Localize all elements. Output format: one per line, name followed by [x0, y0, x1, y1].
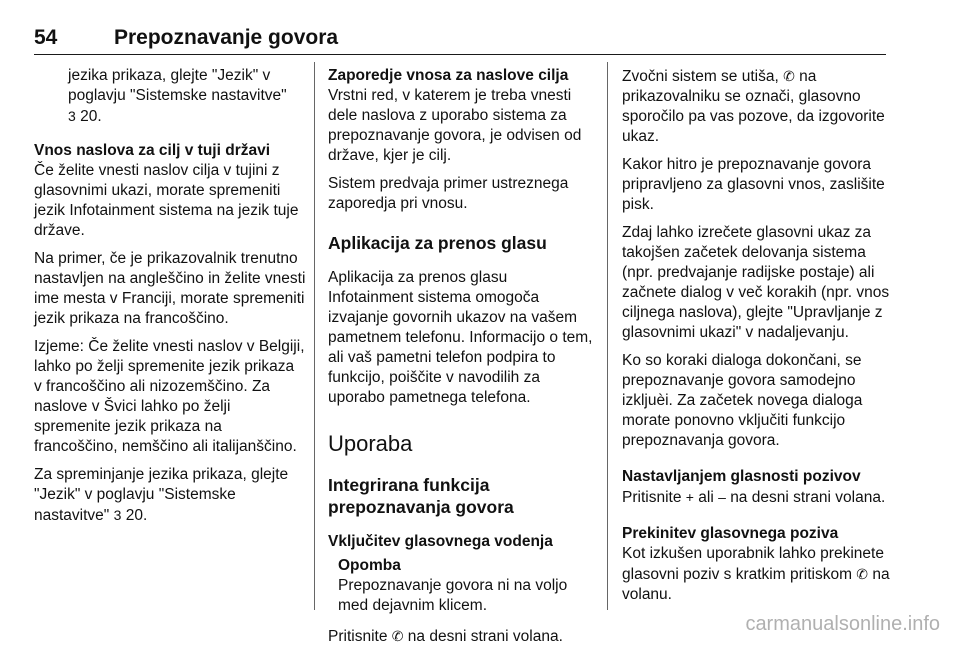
- note-title: Opomba: [338, 557, 401, 574]
- paragraph: Pritisnite ✆ na desni strani volana.: [328, 628, 563, 645]
- column-divider: [607, 62, 608, 610]
- heading-voice-passthrough: Aplikacija za prenos glasu: [328, 233, 547, 253]
- note-text: Prepoznavanje govora ni na voljo med dejavnim klicem.: [338, 577, 568, 614]
- heading-integrated-recognition: Integrirana funkcija prepoznavanja govora: [328, 475, 514, 517]
- page-title: Prepoznavanje govora: [114, 26, 339, 49]
- page-reference-icon: 3: [113, 507, 122, 523]
- heading-entry-order: Zaporedje vnosa za naslove cilja: [328, 67, 569, 84]
- page-number: 54: [34, 26, 58, 49]
- paragraph: Če želite vnesti naslov cilja v tujini z glasovnimi ukazi, morate spremeniti jezik Infotainment sistema na jezik tuje države.: [34, 162, 299, 239]
- heading-foreign-destination: Vnos naslova za cilj v tuji državi: [34, 142, 271, 159]
- paragraph: Ko so koraki dialoga dokončani, se prepoznavanje govora samodejno izkljuèi. Za začetek novega dialoga morate ponovno vključiti funkcijo prepoznavanja govora.: [622, 352, 863, 449]
- column-divider: [314, 62, 315, 610]
- paragraph: Kot izkušen uporabnik lahko prekinete glasovni poziv s kratkim pritiskom ✆ na volanu.: [622, 545, 890, 603]
- paragraph: Na primer, če je prikazovalnik trenutno nastavljen na angleščino in želite vnesti ime mesta v Franciji, morate spremeniti jezik prikaza na francoščino.: [34, 250, 306, 327]
- note-box: [328, 556, 596, 616]
- column-left: [34, 66, 306, 534]
- watermark: carmanualsonline.info: [745, 613, 940, 635]
- paragraph: Zvočni sistem se utiša, ✆ na prikazovalniku se označi, glasovno sporočilo pa vas pozove, da izgovorite ukaz.: [622, 68, 885, 145]
- voice-button-icon: ✆: [856, 566, 869, 582]
- paragraph: Pritisnite + ali – na desni strani volana.: [622, 489, 886, 506]
- paragraph: Izjeme: Če želite vnesti naslov v Belgiji, lahko po želji spremenite jezik prikaza v francoščino ali nizozemščino. Za naslove v Švici lahko po želji spremenite jezik prikaza na francoščino, nemščino ali italijanščino.: [34, 338, 305, 455]
- heading-interrupt-prompt: Prekinitev glasovnega poziva: [622, 525, 839, 542]
- page-reference-icon: 3: [68, 108, 76, 124]
- column-right: [622, 66, 892, 613]
- page-reference[interactable]: 20.: [125, 507, 148, 524]
- paragraph: Sistem predvaja primer ustreznega zaporedja pri vnosu.: [328, 175, 569, 212]
- paragraph: Za spreminjanje jezika prikaza, glejte "Jezik" v poglavju "Sistemske nastavitve" 3 20.: [34, 466, 289, 524]
- minus-icon: –: [718, 489, 726, 505]
- page-reference[interactable]: 20.: [80, 108, 102, 125]
- voice-button-icon: ✆: [783, 68, 795, 84]
- paragraph: Vrstni red, v katerem je treba vnesti dele naslova z uporabo sistema za prepoznavanje govora, je odvisen od države, kjer je cilj.: [328, 87, 582, 164]
- plus-icon: +: [685, 489, 694, 505]
- heading-usage: Uporaba: [328, 431, 413, 456]
- paragraph: Aplikacija za prenos glasu Infotainment sistema omogoča izvajanje govornih ukazov na vašem pametnem telefonu. Informacijo o tem, ali vaš pametni telefon podpira to funkcijo, poiščite v navodilih za uporabo pametnega telefona.: [328, 269, 593, 406]
- continued-paragraph: jezika prikaza, glejte "Jezik" v poglavju "Sistemske nastavitve" 3 20.: [68, 67, 287, 125]
- page-header: [34, 26, 886, 55]
- paragraph: Zdaj lahko izrečete glasovni ukaz za takojšen začetek delovanja sistema (npr. predvajanje radijske postaje) ali začnete dialog v več korakih (npr. vnos ciljnega naslova), glejte "Upravljanje z glasovnimi ukazi" v nadaljevanju.: [622, 224, 890, 341]
- voice-button-icon: ✆: [391, 628, 404, 644]
- heading-activate-voice: Vključitev glasovnega vodenja: [328, 533, 553, 550]
- column-middle: [328, 66, 596, 655]
- paragraph: Kakor hitro je prepoznavanje govora pripravljeno za glasovni vnos, zaslišite pisk.: [622, 156, 885, 213]
- heading-prompt-volume: Nastavljanjem glasnosti pozivov: [622, 468, 861, 485]
